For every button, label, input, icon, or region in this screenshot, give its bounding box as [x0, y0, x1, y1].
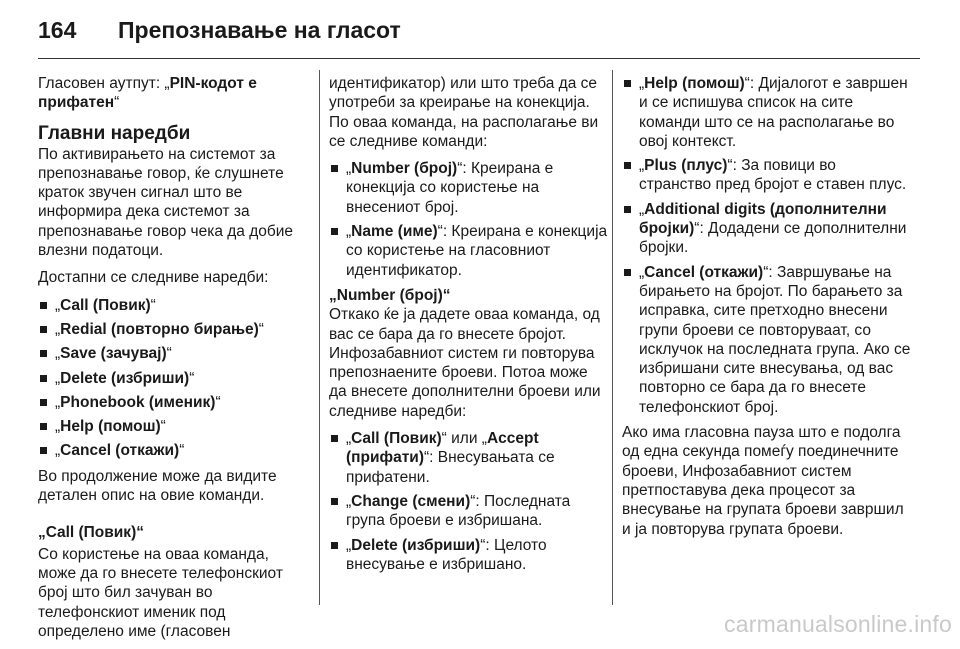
bullet-icon: [331, 435, 338, 442]
call-paragraph-continued: идентификатор) или што треба да се употреби за креирање на конекција. По оваа команда, на располагање ви се следниве команди:: [329, 75, 599, 150]
bullet-icon: [624, 206, 631, 213]
bullet-icon: [624, 269, 631, 276]
section-title-main-commands: Главни наредби: [38, 122, 191, 144]
list-item: „Cancel (откажи)“: [38, 441, 310, 460]
bullet-icon: [40, 375, 47, 382]
bullet-icon: [331, 498, 338, 505]
bullet-icon: [331, 228, 338, 235]
watermark: carmanualsonline.info: [724, 611, 952, 637]
bullet-icon: [40, 350, 47, 357]
column-3: [622, 74, 912, 547]
list-item: „Call (Повик)“: [38, 296, 310, 315]
command-list: [38, 296, 310, 461]
list-item: „Cancel (откажи)“: Завршување на бирањето на бројот. По барањето за исправка, сите претходно внесени групи броеви се повторуваат, со исклучок на последната група. Ако се избришани сите внесувања, од вас повторно се бара да го внесете телефонскиот број.: [622, 263, 912, 417]
list-item: „Help (помош)“: [38, 417, 310, 436]
list-item: „Redial (повторно бирање)“: [38, 320, 310, 339]
pin-accepted-text: PIN-кодот е прифатен: [38, 75, 257, 112]
paragraph-detail: Во продолжение може да видите детален опис на овие команди.: [38, 467, 277, 505]
paragraph-activation: По активирањето на системот за препознавање говор, ќе слушнете краток звучен сигнал што ве информира дека системот за препознавање говор чека да добие влезни податоци.: [38, 145, 294, 260]
list-item: „Help (помош)“: Дијалогот е завршен и се испишува список на сите команди што се на располагање во овој контекст.: [622, 74, 912, 151]
bullet-icon: [40, 399, 47, 406]
bullet-icon: [331, 542, 338, 549]
list-item: „Number (број)“: Креирана е конекција со користење на внесениот број.: [329, 159, 609, 217]
voice-output-line: Гласовен аутпут: „PIN-кодот е прифатен“: [38, 75, 257, 112]
number-subcommand-list: [329, 429, 609, 574]
list-item: „Delete (избриши)“: Целото внесување е избришано.: [329, 536, 609, 575]
list-item: „Delete (избриши)“: [38, 369, 310, 388]
call-heading: „Call (Повик)“: [38, 524, 144, 542]
more-subcommand-list: [622, 74, 912, 417]
page-number: 164: [38, 16, 77, 43]
bullet-icon: [624, 80, 631, 87]
list-item: „Name (име)“: Креирана е конекција со користење на гласовниот идентификатор.: [329, 222, 609, 280]
call-paragraph: Со користење на оваа команда, може да го внесете телефонскиот број што бил зачуван во телефонскиот именик под определено име (гласовен: [38, 545, 283, 640]
list-item: „Additional digits (дополнителни бројки)“: Додадени се дополнителни бројки.: [622, 200, 912, 258]
column-2: [329, 74, 609, 580]
list-item: „Save (зачувај)“: [38, 344, 310, 363]
list-item: „Plus (плус)“: За повици во странство пред бројот е ставен плус.: [622, 156, 912, 195]
call-subcommand-list: [329, 159, 609, 280]
header-rule: [38, 58, 920, 59]
column-1: [38, 74, 310, 649]
paragraph-available-commands: Достапни се следниве наредби:: [38, 269, 269, 287]
bullet-icon: [624, 162, 631, 169]
bullet-icon: [40, 423, 47, 430]
bullet-icon: [331, 165, 338, 172]
column-divider-2: [612, 70, 613, 605]
number-heading: „Number (број)“: [329, 286, 451, 304]
bullet-icon: [40, 326, 47, 333]
list-item: „Call (Повик)“ или „Accept (прифати)“: Внесувањата се прифатени.: [329, 429, 609, 487]
number-paragraph: Откако ќе ја дадете оваа команда, од вас се бара да го внесете бројот. Инфозабавниот систем ги повторува препознаените броеви. Потоа може да внесете дополнителни броеви или следниве наредби:: [329, 306, 601, 420]
bullet-icon: [40, 302, 47, 309]
list-item: „Phonebook (именик)“: [38, 393, 310, 412]
bullet-icon: [40, 447, 47, 454]
list-item: „Change (смени)“: Последната група броеви е избришана.: [329, 492, 609, 531]
page-title: Препознавање на гласот: [118, 16, 401, 43]
column-divider-1: [319, 70, 320, 605]
pause-paragraph: Ако има гласовна пауза што е подолга од една секунда помеѓу поединечните броеви, Инфозабавниот систем претпоставува дека процесот за внесување на групата броеви завршил и ја повторува групата броеви.: [622, 424, 904, 538]
page-header: [38, 8, 918, 52]
